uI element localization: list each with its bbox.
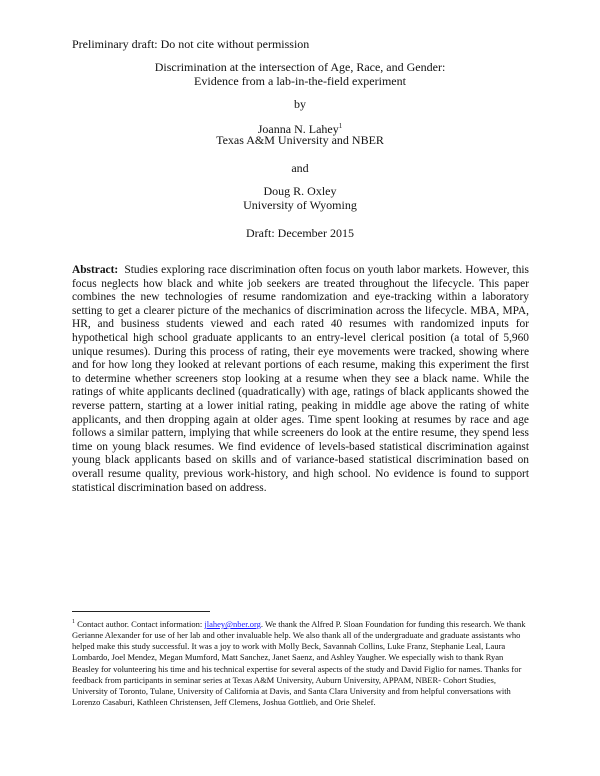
abstract-text: Studies exploring race discrimination often focus on youth labor markets. However, this focus neglects how black and white job seekers are treated throughout the lifecycle. This paper combines the new technologies of resume randomization and eye-tracking within a laboratory setting to get a clearer picture of the mechanics of discrimination across the lifecycle. MBA, MPA, HR, and business students viewed and each rated 40 resumes with randomized inputs for hypothetical high school graduate applicants to an entry-level clerical position (a total of 5,960 unique resumes). During this process of rating, their eye movements were tracked, showing where and for how long they looked at relevant portions of each resume, making this experiment the first to determine whether screeners stop looking at a resume when they see a black name. While the ratings of white applicants declined (quadratically) with age, ratings of black applicants showed the reverse pattern, starting at a lower initial rating, peaking in middle age above the rating of white applicants, and then dropping again at older ages. Time spent looking at resumes by race and age follows a similar pattern, implying that while screeners do look at the entire resume, they spend less time on young black resumes. We find evidence of levels-based statistical discrimination against young black applicants based on skills and of variance-based statistical discrimination based on overall resume quality, previous work-history, and high school. No evidence is found to support statistical discrimination based on address.	[72, 264, 529, 494]
by-label: by	[294, 97, 306, 111]
author-1-footnote-marker: 1	[338, 122, 343, 130]
contact-email-link[interactable]: jlahey@nber.org	[204, 618, 261, 629]
footnote-text: . We thank the Alfred P. Sloan Foundation for funding this research. We thank Gerianne Alexander for use of her lab and other invaluable help. We also thank all of the undergraduate and graduate assistants who helped make this study successful. It was a joy to work with Molly Beck, Savannah Collins, Luke Franz, Stephanie Leal, Laura Lombardo, Joel Mendez, Megan Mumford, Matt Sanchez, Janet Saenz, and Ashley Yaugher. We especially wish to thank Ryan Beasley for volunteering his time and his technical expertise for several aspects of the study and David Figlio for names. Thanks for feedback from participants in seminar series at Texas A&M University, Auburn University, APPAM, NBER- Cohort Studies, University of Toronto, Tulane, University of California at Davis, and Santa Clara University and from helpful conversations with Lorenzo Casaburi, Kathleen Christensen, Jeff Clemens, Joshua Gottlieb, and Orie Shelef.	[72, 618, 526, 708]
abstract-label: Abstract:	[72, 264, 119, 276]
author-1-name: Joanna N. Lahey	[257, 122, 339, 136]
footnote-marker: 1	[72, 619, 75, 625]
footnote	[72, 617, 532, 708]
paper-title-line-1: Discrimination at the intersection of Age, Race, and Gender:	[154, 60, 446, 74]
author-2-affiliation: University of Wyoming	[243, 198, 357, 212]
paper-title-line-2: Evidence from a lab-in-the-field experiment	[194, 74, 406, 88]
author-1-affiliation: Texas A&M University and NBER	[216, 133, 384, 147]
footnote-divider	[72, 611, 210, 612]
footnote-prefix: Contact author. Contact information:	[75, 618, 205, 629]
draft-date: Draft: December 2015	[246, 226, 354, 240]
draft-notice: Preliminary draft: Do not cite without permission	[72, 37, 310, 51]
abstract	[72, 264, 529, 495]
and-label: and	[291, 161, 309, 175]
author-2-name: Doug R. Oxley	[263, 184, 337, 198]
